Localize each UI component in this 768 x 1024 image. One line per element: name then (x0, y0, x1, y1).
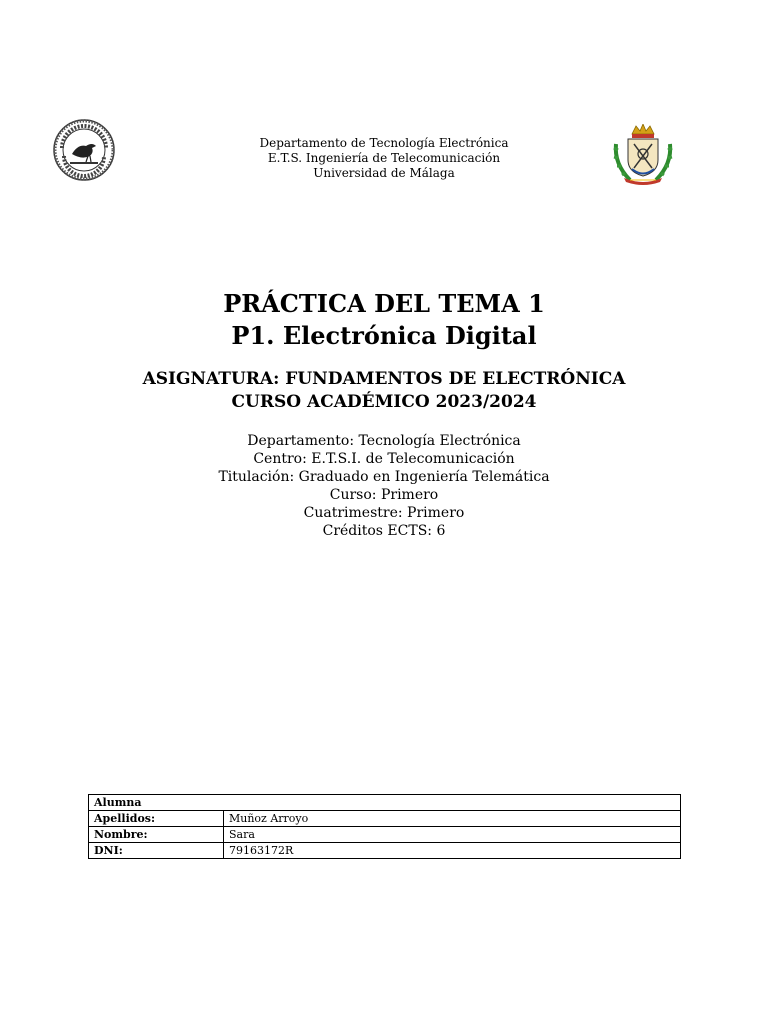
name-label: Nombre: (89, 827, 224, 843)
surname-label: Apellidos: (89, 811, 224, 827)
institution-header (184, 136, 584, 181)
subject-block (0, 368, 768, 414)
header-school: E.T.S. Ingeniería de Telecomunicación (267, 151, 501, 165)
dni-value: 79163172R (224, 843, 681, 859)
info-course: Curso: Primero (329, 487, 439, 503)
table-row (89, 843, 681, 859)
info-credits: Créditos ECTS: 6 (322, 523, 446, 539)
student-header: Alumna (89, 795, 681, 811)
table-row (89, 795, 681, 811)
table-row (89, 827, 681, 843)
student-table (88, 794, 681, 859)
subject-name: ASIGNATURA: FUNDAMENTOS DE ELECTRÓNICA (142, 369, 626, 389)
info-semester: Cuatrimestre: Primero (303, 505, 465, 521)
info-degree: Titulación: Graduado en Ingeniería Telemática (218, 469, 550, 485)
title-line-1: PRÁCTICA DEL TEMA 1 (223, 289, 545, 318)
table-row (89, 811, 681, 827)
practice-title (0, 288, 768, 352)
telecom-crest-logo (610, 124, 676, 186)
title-line-2: P1. Electrónica Digital (231, 321, 537, 350)
header-university: Universidad de Málaga (313, 166, 455, 180)
dni-label: DNI: (89, 843, 224, 859)
academic-year: CURSO ACADÉMICO 2023/2024 (231, 392, 537, 412)
header-department: Departamento de Tecnología Electrónica (259, 136, 509, 150)
info-department: Departamento: Tecnología Electrónica (247, 433, 521, 449)
course-info (0, 432, 768, 540)
university-seal-logo (52, 118, 116, 182)
surname-value: Muñoz Arroyo (224, 811, 681, 827)
name-value: Sara (224, 827, 681, 843)
info-center: Centro: E.T.S.I. de Telecomunicación (253, 451, 515, 467)
